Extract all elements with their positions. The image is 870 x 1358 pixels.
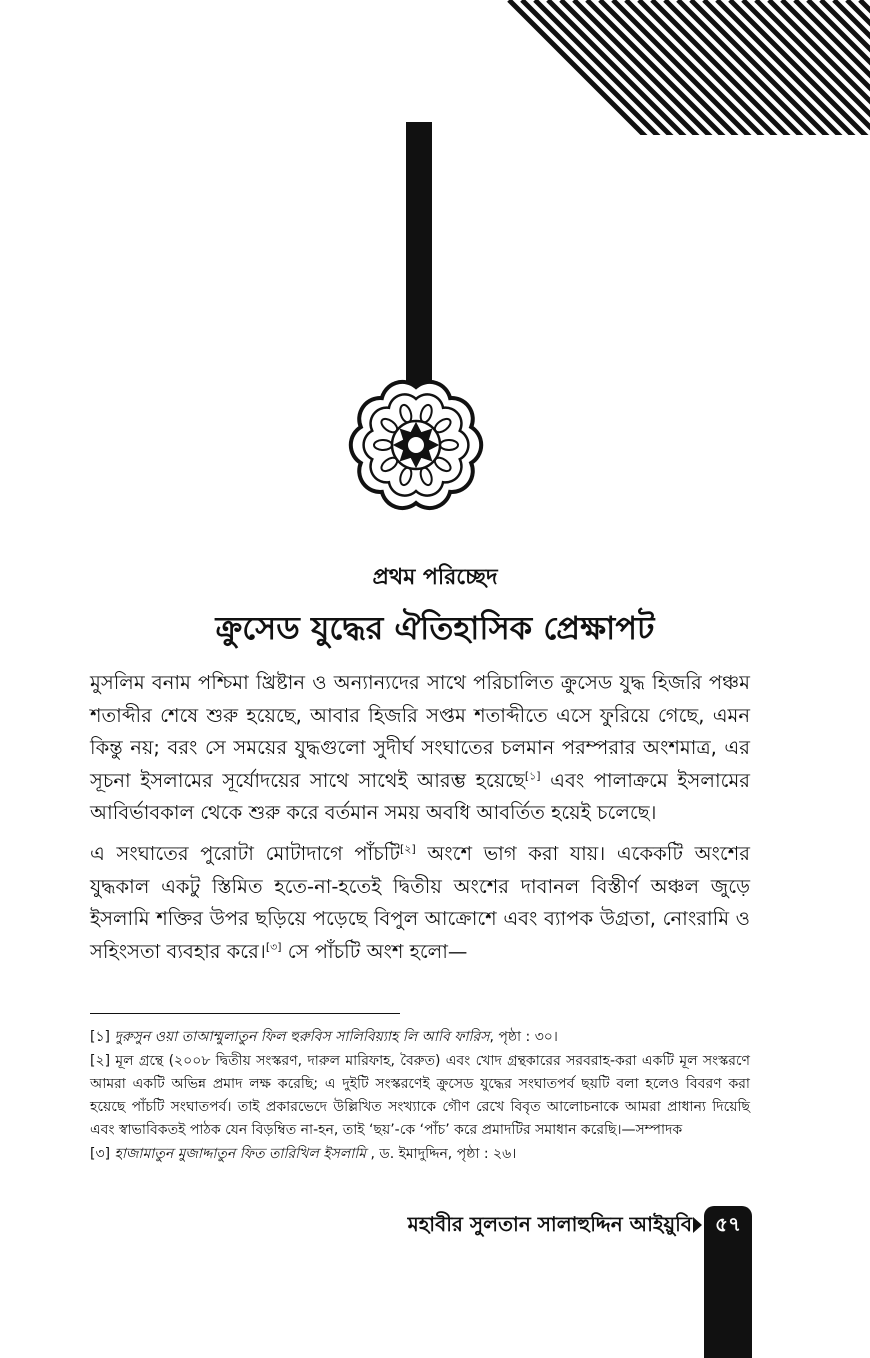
body-paragraph-2 bbox=[90, 838, 750, 968]
triangle-right-icon bbox=[693, 1217, 702, 1233]
footnote-text: , পৃষ্ঠা : ৩০। bbox=[489, 1029, 558, 1045]
running-footer-book-title: মহাবীর সুলতান সালাহুদ্দিন আইয়ুবি bbox=[407, 1212, 692, 1236]
paragraph-text: অংশে ভাগ করা যায়। একেকটি অংশের যুদ্ধকাল একটু স্তিমিত হতে-না-হতেই দ্বিতীয় অংশের দাবানল বিস্তীর্ণ অঞ্চল জুড়ে ইসলামি শক্তির উপর ছড়িয়ে পড়েছে বিপুল আক্রোশে এবং ব্যাপক উগ্রতা, নোংরামি ও সহিংসতা ব্যবহার করে। bbox=[90, 842, 750, 963]
page-number: ৫৭ bbox=[715, 1212, 741, 1236]
footnote-text: , ড. ইমাদুদ্দিন, পৃষ্ঠা : ২৬। bbox=[366, 1146, 517, 1162]
footnote-number: [১] bbox=[90, 1029, 111, 1045]
footnote-ref-1[interactable]: [১] bbox=[524, 769, 541, 782]
chapter-label: প্রথম পরিচ্ছেদ bbox=[372, 565, 498, 590]
footnote-1 bbox=[90, 1026, 750, 1049]
footnote-ref-2[interactable]: [২] bbox=[400, 842, 416, 856]
paragraph-text: এবং পালাক্রমে ইসলামের আবির্ভাবকাল থেকে শুরু করে বর্তমান সময় অবধি আবর্তিত হয়েই চলেছে। bbox=[90, 768, 750, 824]
diagonal-stripes-decoration bbox=[0, 0, 870, 140]
paragraph-text: এ সংঘাতের পুরোটা মোটাদাগে পাঁচটি bbox=[90, 842, 401, 865]
paragraph-text: সে পাঁচটি অংশ হলো— bbox=[281, 939, 468, 963]
footnote-divider bbox=[90, 1013, 400, 1014]
chapter-title: ক্রুসেড যুদ্ধের ঐতিহাসিক প্রেক্ষাপট bbox=[215, 609, 655, 647]
footnote-number: [৩] bbox=[90, 1146, 111, 1162]
footnote-source-title: হাজামাতুন মুজাদ্দাতুন ফিত তারিখিল ইসলামি bbox=[114, 1146, 367, 1162]
footnote-source-title: দুরুসুন ওয়া তাআম্মুলাতুন ফিল হুরুবিস সালিবিয়্যাহ লি আবি ফারিস bbox=[114, 1029, 490, 1045]
footnote-3 bbox=[90, 1143, 750, 1166]
body-paragraph-1 bbox=[90, 667, 750, 830]
paragraph-text: মুসলিম বনাম পশ্চিমা খ্রিষ্টান ও অন্যান্যদের সাথে পরিচালিত ক্রুসেড যুদ্ধ হিজরি পঞ্চম শতাব্দীর শেষে শুরু হয়েছে, আবার হিজরি সপ্তম শতাব্দীতে এসে ফুরিয়ে গেছে, এমন কিন্তু নয়; বরং সে সময়ের যুদ্ধগুলো সুদীর্ঘ সংঘাতের চলমান পরম্পরার অংশমাত্র, এর সূচনা ইসলামের সূর্যোদয়ের সাথে সাথেই আরম্ভ হয়েছে bbox=[90, 671, 750, 792]
vertical-black-bar bbox=[406, 122, 432, 392]
footnote-2: [২] মূল গ্রন্থে (২০০৮ দ্বিতীয় সংস্করণ, দারুল মারিফাহ, বৈরুত) এবং খোদ গ্রন্থকারের সরবরাহ-করা একটি মূল সংস্করণে আমরা একটি অভিন্ন প্রমাদ লক্ষ করেছি; এ দুইটি সংস্করণেই ক্রুসেড যুদ্ধের সংঘাতপর্ব ছয়টি বলা হলেও বিবরণ করা হয়েছে পাঁচটি সংঘাতপর্ব। তাই প্রকারভেদে উল্লিখিত সংখ্যাকে গৌণ রেখে বিবৃত আলোচনাকে আমরা প্রাধান্য দিয়েছি এবং স্বাভাবিকতই পাঠক যেন বিড়ম্বিত না-হন, তাই ‘ছয়’-কে ‘পাঁচ’ করে প্রমাদটির সমাধান করেছি।—সম্পাদক bbox=[90, 1053, 750, 1138]
footnote-ref-3[interactable]: [৩] bbox=[265, 940, 282, 953]
footnotes bbox=[90, 1026, 750, 1167]
rosette-ornament-icon bbox=[346, 370, 486, 520]
